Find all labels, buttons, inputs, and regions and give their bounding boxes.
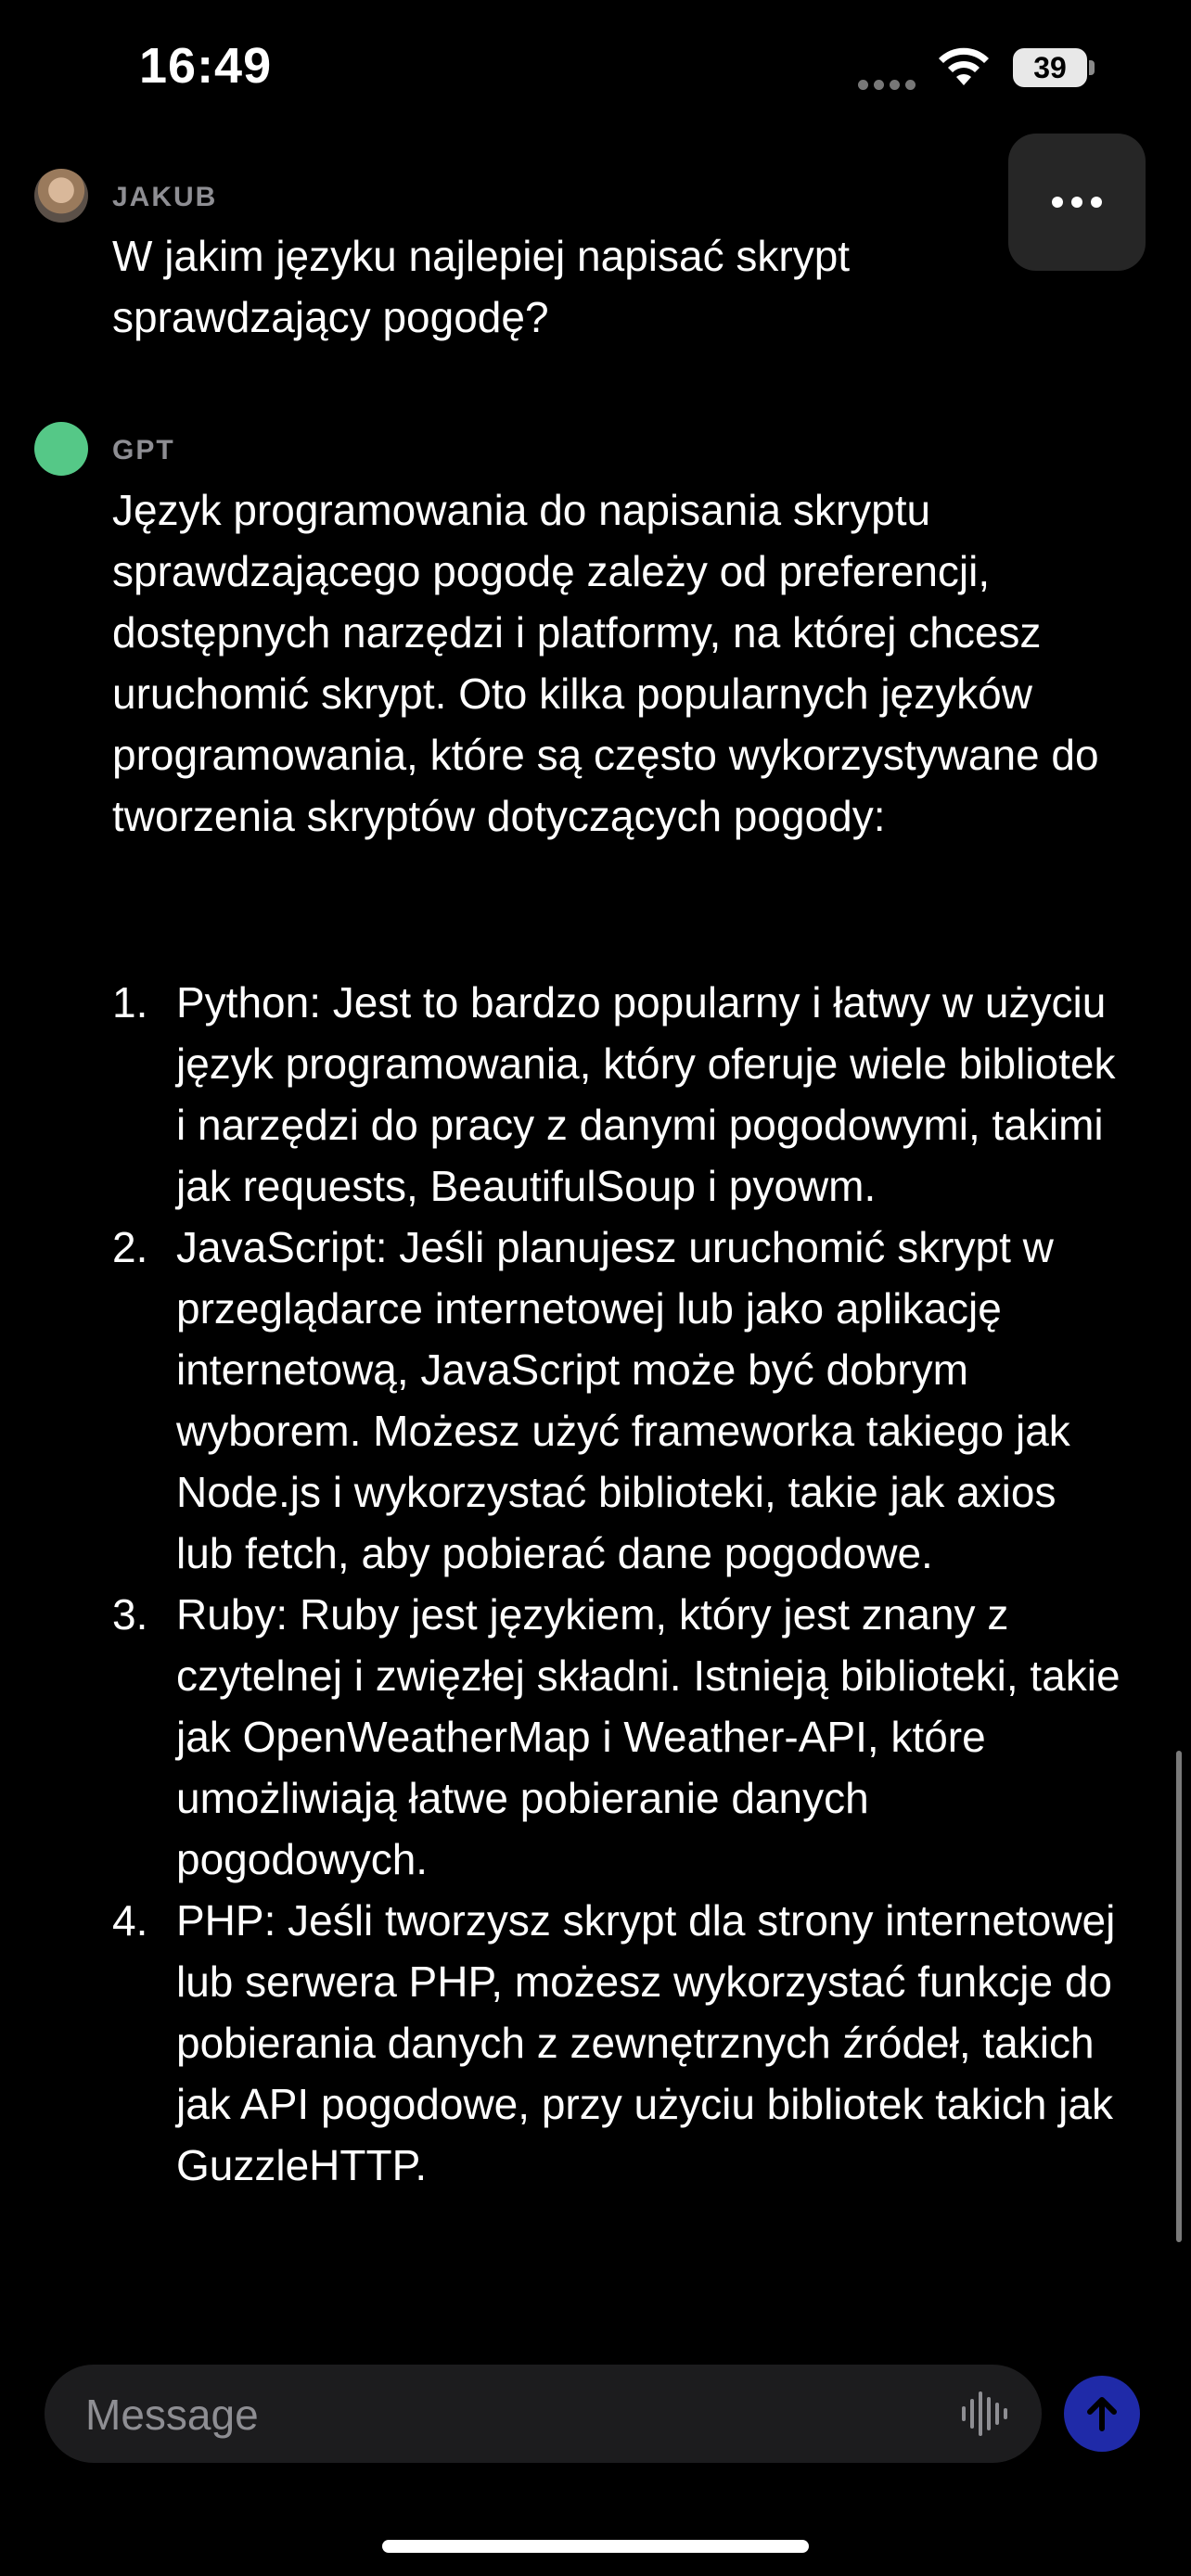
list-item — [112, 1890, 1123, 2196]
scrollbar[interactable] — [1176, 1751, 1182, 2242]
list-number: 4. — [112, 1896, 148, 1945]
wifi-icon — [935, 43, 992, 89]
assistant-name: GPT — [112, 435, 175, 465]
list-number: 3. — [112, 1590, 148, 1639]
list-text: PHP: Jeśli tworzysz skrypt dla strony internetowej lub serwera PHP, możesz wykorzystać funkcje do pobierania danych z zewnętrznych źródeł, takich jak API pogodowe, przy użyciu bibliotek takich jak GuzzleHTTP. — [176, 1896, 1116, 2189]
assistant-intro: Język programowania do napisania skryptu sprawdzającego pogodę zależy od preferencji, dostępnych narzędzi i platformy, na której chcesz uruchomić skrypt. Oto kilka popularnych języków programowania, które są często wykorzystywane do tworzenia skryptów dotyczących pogody: — [112, 486, 1099, 840]
signal-dots-icon — [858, 80, 916, 90]
home-indicator[interactable] — [382, 2540, 809, 2553]
list-item — [112, 1584, 1123, 1890]
user-avatar — [34, 169, 88, 223]
arrow-up-icon — [1082, 2393, 1122, 2434]
send-button[interactable] — [1064, 2376, 1140, 2452]
gpt-avatar — [34, 422, 88, 476]
battery-icon — [1013, 48, 1095, 87]
message-composer — [45, 2365, 1042, 2463]
more-options-button[interactable] — [1008, 134, 1146, 271]
ellipsis-icon — [1052, 197, 1063, 208]
waveform-icon[interactable] — [958, 2390, 1014, 2438]
battery-level: 39 — [1033, 51, 1067, 84]
user-name: JAKUB — [112, 182, 218, 212]
status-time: 16:49 — [139, 38, 273, 94]
list-text: Ruby: Ruby jest językiem, który jest znany z czytelnej i zwięzłej składni. Istnieją biblioteki, takie jak OpenWeatherMap i Weather-API, które umożliwiają łatwe pobieranie danych pogodowych. — [176, 1590, 1121, 1883]
message-input[interactable] — [83, 2365, 922, 2465]
assistant-list — [112, 972, 1123, 2196]
list-number: 1. — [112, 978, 148, 1027]
user-message: W jakim języku najlepiej napisać skrypt sprawdzający pogodę? — [112, 232, 851, 341]
list-text: JavaScript: Jeśli planujesz uruchomić skrypt w przeglądarce internetowej lub jako aplikację internetową, JavaScript może być dobrym wyborem. Możesz użyć frameworka takiego jak Node.js i wykorzystać biblioteki, takie jak axios lub fetch, aby pobierać dane pogodowe. — [176, 1223, 1070, 1577]
list-item — [112, 972, 1123, 1217]
list-item — [112, 1217, 1123, 1584]
list-number: 2. — [112, 1223, 148, 1271]
list-text: Python: Jest to bardzo popularny i łatwy w użyciu język programowania, który oferuje wiele bibliotek i narzędzi do pracy z danymi pogodowymi, takimi jak requests, BeautifulSoup i pyowm. — [176, 978, 1116, 1210]
